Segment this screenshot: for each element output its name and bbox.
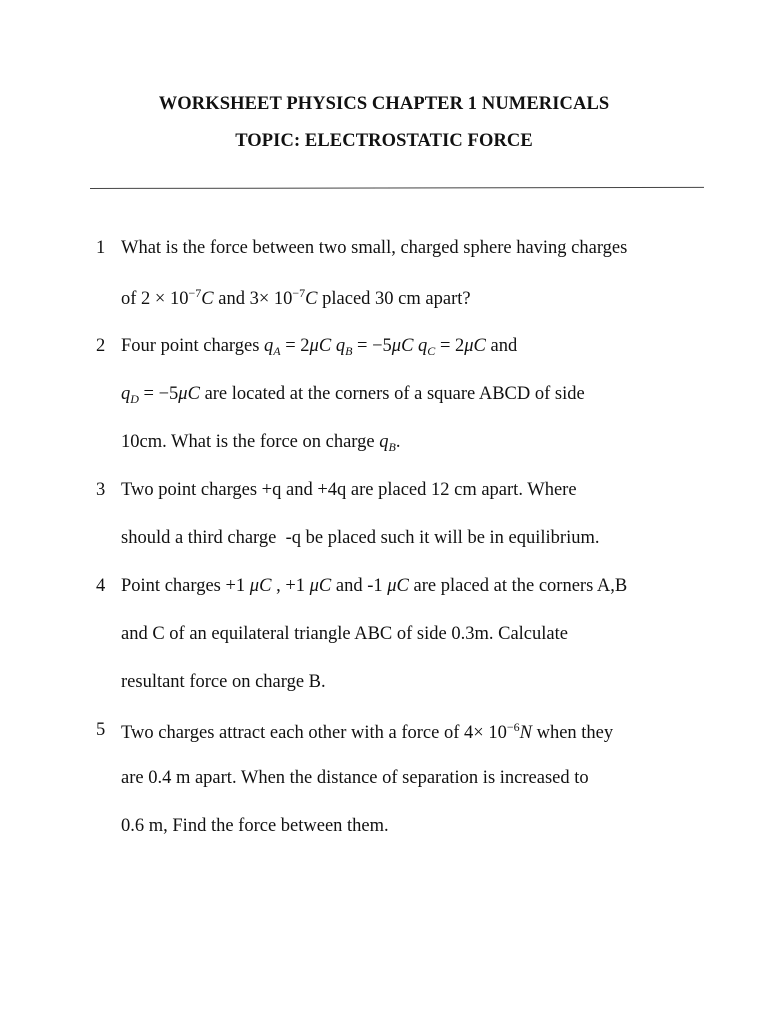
question-text-line: and C of an equilateral triangle ABC of side 0.3m. Calculate bbox=[121, 624, 568, 644]
question-text-line: Two charges attract each other with a force of $4\times 10^{-6}N$ when they bbox=[121, 720, 614, 743]
question-text-line: are 0.4 m apart. When the distance of separation is increased to bbox=[121, 768, 589, 788]
question-text-line: 0.6 m, Find the force between them. bbox=[121, 816, 389, 836]
question-text-line: Four point charges $q_A = 2\mu C$ $q_B = -5\mu C$ $q_C = 2\mu C$ and bbox=[121, 336, 518, 358]
horizontal-divider bbox=[90, 187, 704, 189]
question-text-line: Point charges +1 μC , +1 μC and -1 μC are placed at the corners A,B bbox=[121, 576, 628, 596]
question-text-line: of $2 \times 10^{-7}C$ and $3\times 10^{-7}C$ placed 30 cm apart? bbox=[121, 286, 471, 309]
question-text-line: What is the force between two small, charged sphere having charges bbox=[121, 238, 628, 258]
question-text-line: Two point charges +q and +4q are placed 12 cm apart. Where bbox=[121, 480, 577, 500]
question-number: 2 bbox=[96, 336, 106, 356]
worksheet-topic: TOPIC: ELECTROSTATIC FORCE bbox=[235, 131, 533, 151]
question-number: 4 bbox=[96, 576, 106, 596]
question-text-line: should a third charge -q be placed such it will be in equilibrium. bbox=[121, 528, 600, 548]
question-number: 5 bbox=[96, 720, 106, 740]
question-text-line: $q_D = -5\mu C$ are located at the corners of a square ABCD of side bbox=[121, 384, 585, 406]
question-number: 3 bbox=[96, 480, 106, 500]
worksheet-title: WORKSHEET PHYSICS CHAPTER 1 NUMERICALS bbox=[158, 94, 610, 114]
question-number: 1 bbox=[96, 238, 106, 258]
question-text-line: resultant force on charge B. bbox=[121, 672, 326, 692]
question-text-line: 10cm. What is the force on charge $q_B$. bbox=[121, 432, 401, 454]
